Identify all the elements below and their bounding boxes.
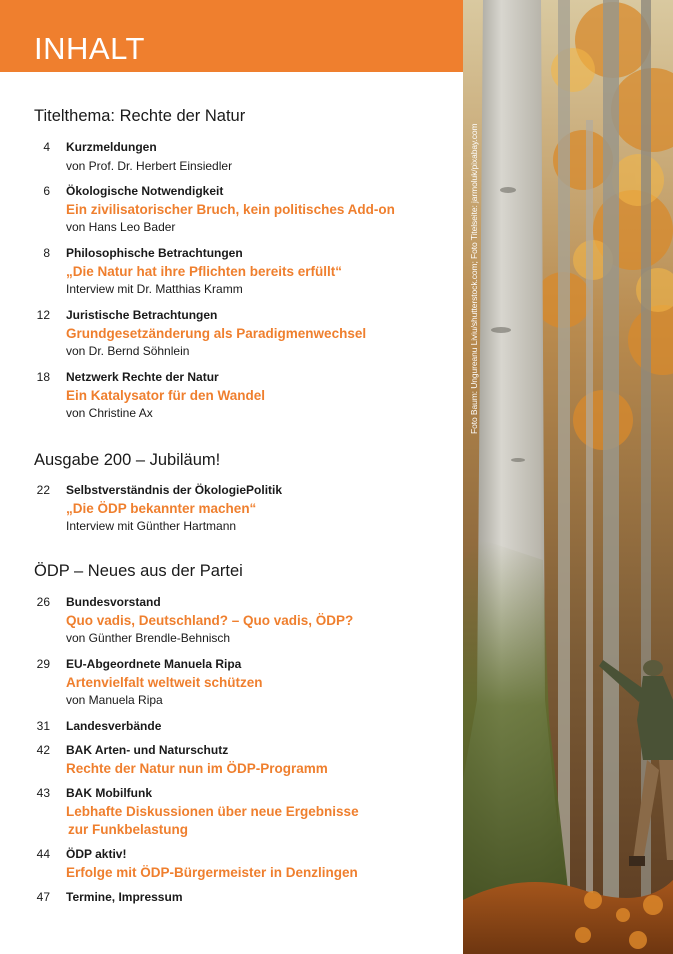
entry-heading: BAK Arten- und Naturschutz bbox=[66, 743, 229, 757]
page-number: 12 bbox=[36, 308, 50, 322]
entry-author: von Manuela Ripa bbox=[66, 693, 163, 707]
entry-heading: ÖDP aktiv! bbox=[66, 847, 127, 861]
entry-title: Ein zivilisatorischer Bruch, kein politisches Add-on bbox=[66, 202, 395, 217]
entry-title: Rechte der Natur nun im ÖDP-Programm bbox=[66, 761, 328, 776]
section-title: Titelthema: Rechte der Natur bbox=[34, 107, 246, 125]
section-title: ÖDP – Neues aus der Partei bbox=[34, 562, 243, 580]
entry-heading: Termine, Impressum bbox=[66, 890, 183, 904]
entry-heading: Kurzmeldungen bbox=[66, 140, 157, 154]
entry-title: „Die Natur hat ihre Pflichten bereits erfüllt“ bbox=[66, 264, 343, 279]
entry-heading: Ökologische Notwendigkeit bbox=[66, 184, 224, 198]
entry-heading: BAK Mobilfunk bbox=[66, 786, 152, 800]
entry-title: Grundgesetzänderung als Paradigmenwechsel bbox=[66, 326, 367, 341]
forest-illustration bbox=[463, 0, 673, 954]
entry-heading: Bundesvorstand bbox=[66, 595, 161, 609]
page-number: 44 bbox=[36, 847, 50, 861]
entry-title: Erfolge mit ÖDP-Bürgermeister in Denzlingen bbox=[66, 865, 358, 880]
page-number: 29 bbox=[36, 657, 50, 671]
header-bar bbox=[0, 0, 463, 72]
forest-photo bbox=[463, 0, 673, 954]
entry-heading: Selbstverständnis der ÖkologiePolitik bbox=[66, 483, 283, 497]
page-number: 4 bbox=[43, 140, 50, 154]
page-number: 43 bbox=[36, 786, 50, 800]
entry-heading: Netzwerk Rechte der Natur bbox=[66, 370, 219, 384]
entry-title: Artenvielfalt weltweit schützen bbox=[66, 675, 263, 690]
page-number: 31 bbox=[36, 719, 50, 733]
entry-heading: EU-Abgeordnete Manuela Ripa bbox=[66, 657, 242, 671]
entry-author: von Dr. Bernd Söhnlein bbox=[66, 344, 190, 358]
page-number: 42 bbox=[36, 743, 50, 757]
page-number: 47 bbox=[36, 890, 50, 904]
entry-author: von Günther Brendle-Behnisch bbox=[66, 631, 231, 645]
entry-author: Interview mit Dr. Matthias Kramm bbox=[66, 282, 243, 296]
entry-title: Quo vadis, Deutschland? – Quo vadis, ÖDP? bbox=[66, 613, 354, 628]
entry-author: von Christine Ax bbox=[66, 406, 153, 420]
entry-author: von Hans Leo Bader bbox=[66, 220, 176, 234]
page-number: 6 bbox=[43, 184, 50, 198]
entry-title: Lebhafte Diskussionen über neue Ergebnisse bbox=[66, 804, 359, 819]
page-title: INHALT bbox=[34, 31, 145, 66]
page-number: 22 bbox=[36, 483, 50, 497]
page-number: 26 bbox=[36, 595, 50, 609]
photo-credit: Foto Baum: Ungureanu Liviu/shutterstock.com; Foto Titelseite: jarmoluk/pixabay.com bbox=[469, 123, 479, 434]
entry-author: von Prof. Dr. Herbert Einsiedler bbox=[66, 159, 233, 173]
page-number: 18 bbox=[36, 370, 50, 384]
entry-title-continued: zur Funkbelastung bbox=[68, 822, 189, 837]
entry-heading: Landesverbände bbox=[66, 719, 162, 733]
entry-title: „Die ÖDP bekannter machen“ bbox=[66, 501, 257, 516]
entry-author: Interview mit Günther Hartmann bbox=[66, 519, 237, 533]
entry-heading: Juristische Betrachtungen bbox=[66, 308, 218, 322]
section-title: Ausgabe 200 – Jubiläum! bbox=[34, 451, 221, 469]
entry-heading: Philosophische Betrachtungen bbox=[66, 246, 243, 260]
entry-title: Ein Katalysator für den Wandel bbox=[66, 388, 266, 403]
page-number: 8 bbox=[43, 246, 50, 260]
